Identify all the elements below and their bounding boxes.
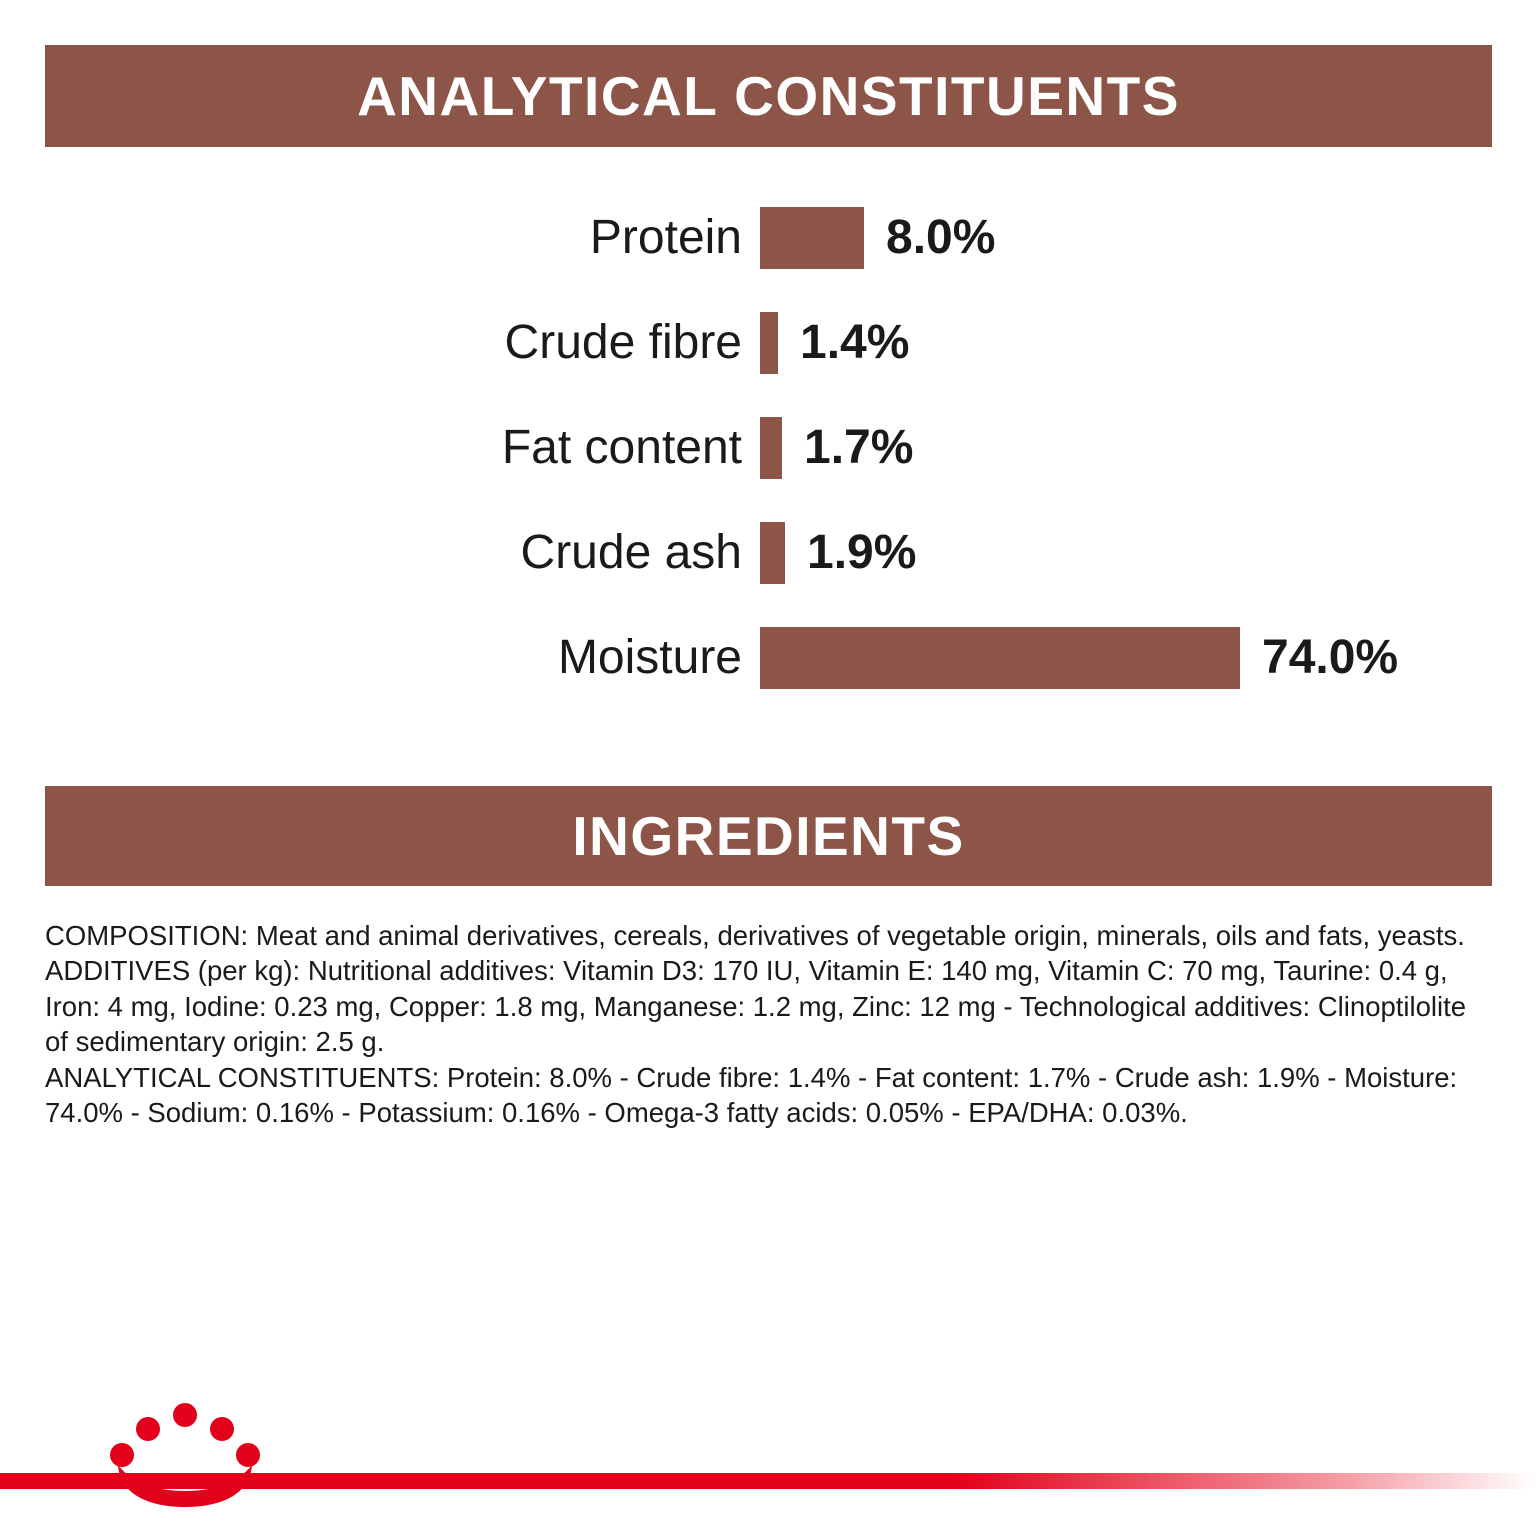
- footer: [0, 1386, 1536, 1536]
- chart-row-label: Crude fibre: [504, 316, 742, 369]
- chart-row-value: 1.7%: [804, 421, 914, 474]
- chart-row-value: 74.0%: [1262, 631, 1399, 684]
- chart-row-bar-wrap: [760, 417, 913, 479]
- analytical-constituents-title: ANALYTICAL CONSTITUENTS: [357, 64, 1180, 127]
- ingredients-title: INGREDIENTS: [572, 804, 965, 867]
- chart-bar: [760, 207, 864, 269]
- chart-bar: [760, 627, 1240, 689]
- chart-row-bar-wrap: [760, 522, 916, 584]
- chart-row: [45, 185, 1492, 290]
- chart-row-value: 1.4%: [800, 316, 910, 369]
- chart-row-bar-wrap: [760, 207, 995, 269]
- chart-bar: [760, 312, 778, 374]
- chart-row-label: Crude ash: [520, 526, 742, 579]
- chart-row-value: 1.9%: [807, 526, 917, 579]
- chart-bar: [760, 417, 782, 479]
- chart-row-label: Protein: [589, 211, 742, 264]
- ingredients-header: [45, 786, 1492, 886]
- chart-row: [45, 605, 1492, 710]
- chart-row-label: Moisture: [557, 631, 742, 684]
- ingredients-body: [45, 918, 1495, 1131]
- royal-canin-crown-logo: [110, 1403, 260, 1508]
- additives-paragraph: ADDITIVES (per kg): Nutritional additives: Vitamin D3: 170 IU, Vitamin E: 140 mg, Vitamin C: 70 mg, Taurine: 0.4 g, Iron: 4 mg, Iodine: 0.23 mg, Copper: 1.8 mg, Manganese: 1.2 mg, Zinc: 12 mg - Technological additives: Clinoptilolite of sedimentary origin: 2.5 g.: [45, 955, 1467, 1058]
- chart-row-bar-wrap: [760, 627, 1398, 689]
- chart-row: [45, 290, 1492, 395]
- composition-paragraph: COMPOSITION: Meat and animal derivatives, cereals, derivatives of vegetable origin, minerals, oils and fats, yeasts.: [45, 920, 1465, 951]
- chart-row-value: 8.0%: [886, 211, 996, 264]
- chart-row-label: Fat content: [501, 421, 742, 474]
- chart-row-bar-wrap: [760, 312, 909, 374]
- analytical-constituents-paragraph: ANALYTICAL CONSTITUENTS: Protein: 8.0% - Crude fibre: 1.4% - Fat content: 1.7% - Crude ash: 1.9% - Moisture: 74.0% - Sodium: 0.16% - Potassium: 0.16% - Omega-3 fatty acids: 0.05% - EPA/DHA: 0.03%.: [45, 1061, 1458, 1129]
- chart-row: [45, 395, 1492, 500]
- analytical-constituents-header: [45, 45, 1492, 147]
- analytical-constituents-chart: [45, 185, 1492, 710]
- chart-row: [45, 500, 1492, 605]
- chart-bar: [760, 522, 785, 584]
